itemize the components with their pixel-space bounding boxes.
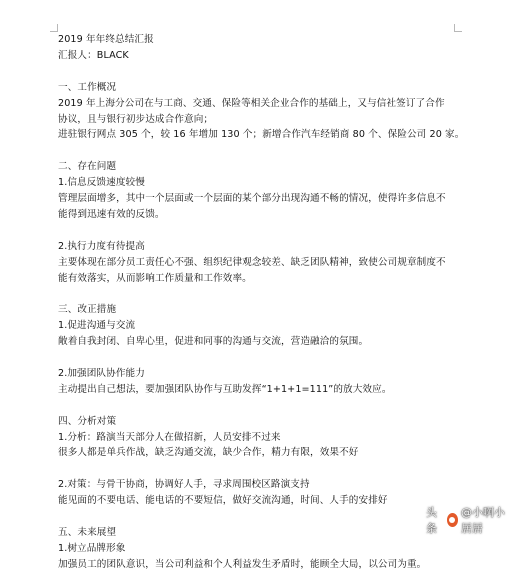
watermark-handle: @小啊小居居 [460,506,505,535]
paragraph-line: 进驻银行网点 305 个，较 16 年增加 130 个；新增合作汽车经销商 80 个、保险公司 20 家。 [58,129,465,141]
paragraph-line: 管理层面增多，其中一个层面或一个层面的某个部分出现沟通不畅的情况，使得许多信息不 [58,193,446,205]
paragraph-line: 协议，且与银行初步达成合作意向； [58,113,214,125]
paragraph-line: 主要体现在部分员工责任心不强、组织纪律观念较差、缺乏团队精神，致使公司规章制度不 [58,256,446,268]
paragraph-line: 能得到迅速有效的反馈。 [58,208,165,220]
subheading: 1.促进沟通与交流 [58,320,136,332]
section-heading: 三、改正措施 [58,304,117,316]
document-body [58,32,465,573]
paragraph-line: 能有效落实，从而影响工作质量和工作效率。 [58,272,252,284]
margin-corner-mark [454,24,462,32]
doc-reporter: 汇报人：BLACK [58,49,129,61]
section-heading: 四、分析对策 [58,415,117,427]
watermark [426,506,514,535]
paragraph-line: 加强员工的团队意识，当公司利益和个人利益发生矛盾时，能顾全大局，以公司为重。 [58,558,427,570]
margin-corner-mark [50,24,58,32]
section-heading: 五、未来展望 [58,526,117,538]
paragraph-line: 主动提出自己想法，要加强团队协作与互助发挥“1+1+1=111”的放大效应。 [58,383,392,395]
paragraph-line: 很多人都是单兵作战，缺乏沟通交流，缺少合作，精力有限，效果不好 [58,447,359,459]
paragraph-line: 敞着自我封闭、自卑心里，促进和同事的沟通与交流，营造融洽的氛围。 [58,336,369,348]
doc-title: 2019 年年终总结汇报 [58,34,154,45]
watermark-logo-icon [446,512,459,528]
subheading: 1.信息反馈速度较慢 [58,177,145,189]
paragraph-line: 能见面的不要电话、能电话的不要短信，做好交流沟通，时间、人手的安排好 [58,495,388,507]
subheading: 2.对策：与骨干协商，协调好人手，寻求周围校区路演支持 [58,479,310,491]
watermark-prefix: 头条 [426,506,437,535]
subheading: 2.加强团队协作能力 [58,367,145,379]
subheading: 1.树立品牌形象 [58,542,126,554]
section-heading: 一、工作概况 [58,81,117,93]
paragraph-line: 2019 年上海分公司在与工商、交通、保险等相关企业合作的基础上，又与信社签订了合作 [58,97,445,109]
subheading: 2.执行力度有待提高 [58,240,145,252]
subheading: 1.分析：路演当天部分人在做招新，人员安排不过来 [58,431,281,443]
section-heading: 二、存在问题 [58,161,117,173]
